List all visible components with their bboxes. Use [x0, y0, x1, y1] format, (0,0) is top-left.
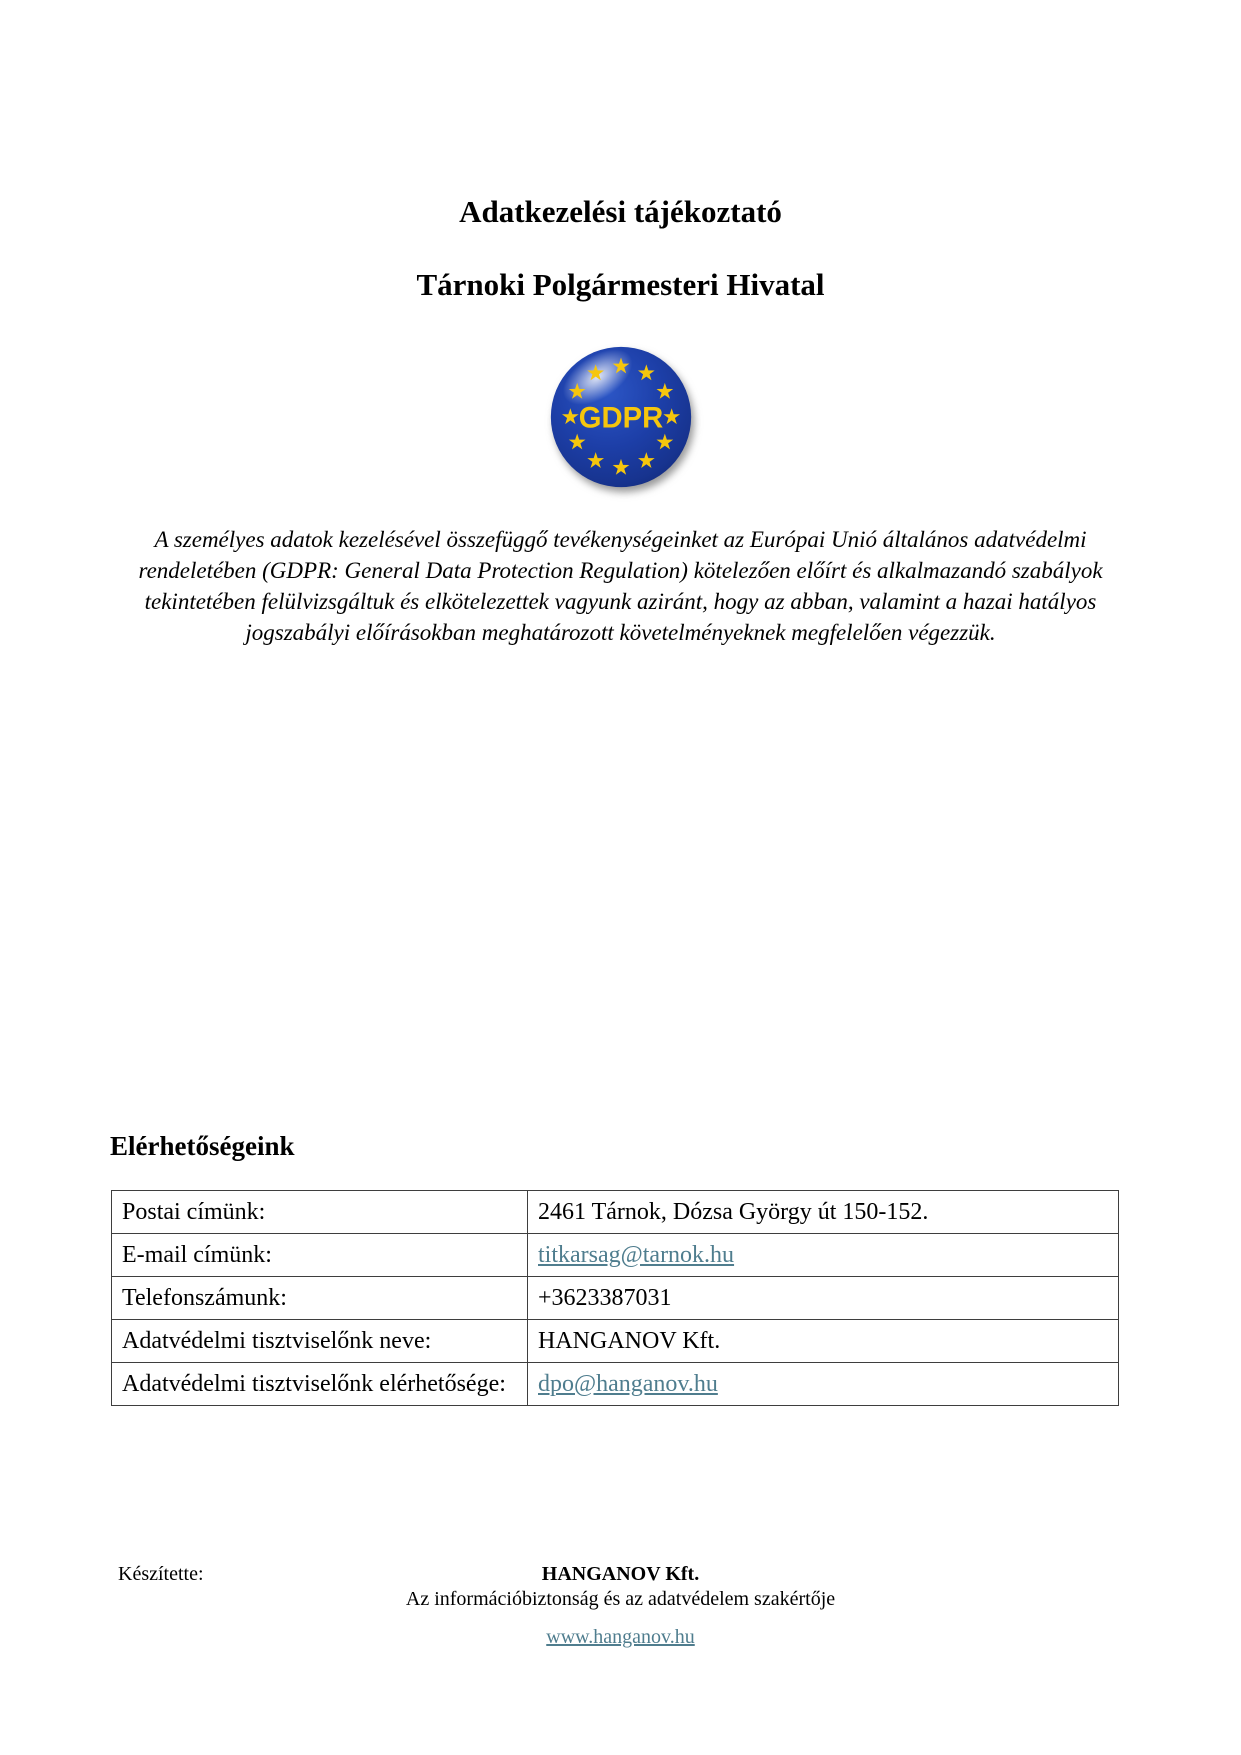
gdpr-badge-graphic	[545, 341, 697, 493]
page-subtitle: Tárnoki Polgármesteri Hivatal	[416, 267, 825, 302]
row-label-cell: Adatvédelmi tisztviselőnk elérhetősége:	[112, 1363, 528, 1406]
row-label-cell: Telefonszámunk:	[112, 1277, 528, 1320]
footer-company-name: HANGANOV Kft.	[541, 1563, 700, 1585]
row-value-cell	[528, 1320, 1119, 1363]
dpo-name-value: HANGANOV Kft.	[538, 1327, 721, 1354]
dpo-email-link[interactable]: dpo@hanganov.hu	[538, 1370, 718, 1397]
footer-block	[0, 1562, 1241, 1650]
phone-number-value: +3623387031	[538, 1284, 672, 1311]
table-row	[112, 1234, 1119, 1277]
badge-gdpr-label: GDPR	[578, 402, 664, 435]
contacts-table	[111, 1190, 1119, 1406]
table-row	[112, 1363, 1119, 1406]
intro-line: jogszabályi előírásokban meghatározott követelményeknek megfelelően végezzük.	[245, 620, 996, 645]
row-value-cell	[528, 1191, 1119, 1234]
row-value-cell	[528, 1277, 1119, 1320]
table-row	[112, 1277, 1119, 1320]
gdpr-eu-badge-icon	[545, 341, 697, 493]
row-value-cell	[528, 1234, 1119, 1277]
intro-line: tekintetében felülvizsgáltuk és elkötelezettek vagyunk aziránt, hogy az abban, valamint a hazai hatályos	[144, 589, 1097, 614]
page-title: Adatkezelési tájékoztató	[459, 194, 782, 229]
postal-address-value: 2461 Tárnok, Dózsa György út 150-152.	[538, 1198, 929, 1225]
row-value-cell	[528, 1363, 1119, 1406]
intro-paragraph	[105, 524, 1136, 648]
website-link[interactable]: www.hanganov.hu	[546, 1626, 695, 1648]
row-label-cell: Adatvédelmi tisztviselőnk neve:	[112, 1320, 528, 1363]
intro-line: rendeletében (GDPR: General Data Protection Regulation) kötelezően előírt és alkalmazandó szabályok	[138, 558, 1103, 583]
email-link[interactable]: titkarsag@tarnok.hu	[538, 1241, 735, 1268]
row-label-cell: E-mail címünk:	[112, 1234, 528, 1277]
row-label-cell: Postai címünk:	[112, 1191, 528, 1234]
prepared-by-label: Készítette:	[118, 1563, 204, 1585]
footer-tagline: Az információbiztonság és az adatvédelem szakértője	[405, 1588, 836, 1610]
table-row	[112, 1191, 1119, 1234]
intro-line: A személyes adatok kezelésével összefüggő tevékenységeinket az Európai Unió általános adatvédelmi	[154, 527, 1087, 552]
contacts-heading: Elérhetőségeink	[110, 1131, 295, 1161]
table-row	[112, 1320, 1119, 1363]
